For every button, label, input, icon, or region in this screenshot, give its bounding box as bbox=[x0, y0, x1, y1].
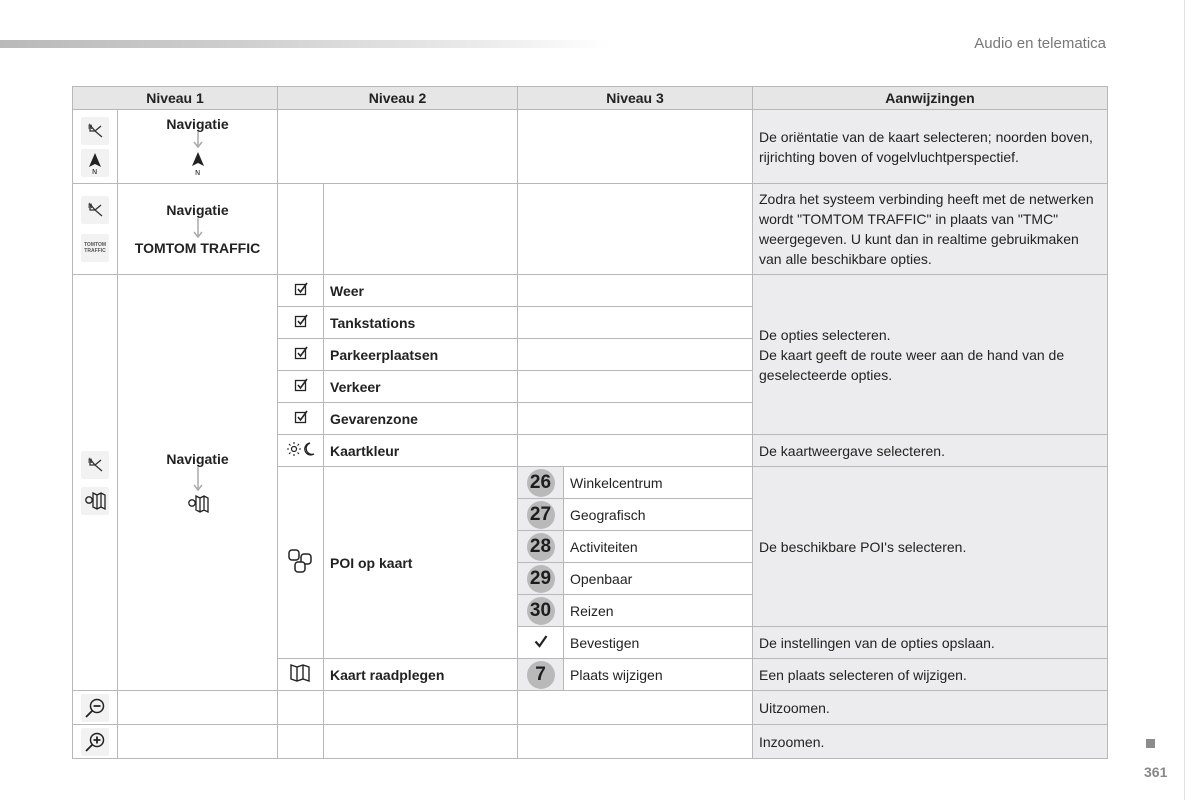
level3-cell bbox=[518, 371, 753, 403]
svg-text:N: N bbox=[194, 169, 200, 176]
table-row bbox=[73, 275, 1108, 307]
level1-cell bbox=[118, 110, 278, 184]
level1-cell bbox=[118, 691, 278, 725]
svg-text:N: N bbox=[88, 203, 93, 210]
level3-cell bbox=[518, 339, 753, 371]
level1-icons-cell bbox=[73, 184, 118, 275]
svg-text:N: N bbox=[92, 167, 98, 175]
kaart-raadplegen-label[interactable]: Kaart raadplegen bbox=[324, 659, 518, 691]
poi-number-badge: 7 bbox=[518, 659, 564, 691]
map-settings-icon bbox=[81, 487, 109, 515]
level3-cell bbox=[518, 275, 753, 307]
header-niveau-2: Niveau 2 bbox=[278, 87, 518, 110]
level3-cell bbox=[518, 184, 753, 275]
note-cell: Zodra het systeem verbinding heeft met de netwerken wordt "TOMTOM TRAFFIC" in plaats van "TMC" weergegeven. U kunt dan in realtime gebruikmaken van alle beschikbare opties. bbox=[753, 184, 1108, 275]
table-row bbox=[73, 110, 1108, 184]
poi-number-badge: 29 bbox=[518, 563, 564, 595]
level1-cell bbox=[118, 725, 278, 759]
level3-cell bbox=[518, 691, 753, 725]
table-row bbox=[73, 691, 1108, 725]
level3-cell bbox=[518, 725, 753, 759]
plaats-wijzigen-label[interactable]: Plaats wijzigen bbox=[564, 659, 753, 691]
level1-icons-cell bbox=[73, 275, 118, 691]
header-niveau-1: Niveau 1 bbox=[73, 87, 278, 110]
poi-number-badge: 28 bbox=[518, 531, 564, 563]
poi-item-activiteiten[interactable]: Activiteiten bbox=[564, 531, 753, 563]
note-cell: Inzoomen. bbox=[753, 725, 1108, 759]
arrow-down-icon bbox=[192, 132, 204, 150]
level3-cell bbox=[518, 403, 753, 435]
level1-icons-cell bbox=[73, 110, 118, 184]
level2-cell bbox=[278, 110, 518, 184]
day-night-icon[interactable] bbox=[278, 435, 324, 467]
note-cell: De oriëntatie van de kaart selecteren; noorden boven, rijrichting boven of vogelvluchtperspectief. bbox=[753, 110, 1108, 184]
note-cell: De instellingen van de opties opslaan. bbox=[753, 627, 1108, 659]
level1-label: Navigatie bbox=[166, 202, 229, 218]
level2-icon-cell bbox=[278, 691, 324, 725]
level1-sublabel: TOMTOM TRAFFIC bbox=[134, 240, 261, 256]
header-aanwijzingen: Aanwijzingen bbox=[753, 87, 1108, 110]
table-row bbox=[73, 184, 1108, 275]
map-settings-icon bbox=[185, 493, 211, 515]
poi-number-badge: 27 bbox=[518, 499, 564, 531]
level1-label: Navigatie bbox=[166, 450, 229, 467]
level2-cell bbox=[324, 691, 518, 725]
arrow-down-icon bbox=[192, 467, 204, 493]
page-marker bbox=[1146, 739, 1155, 748]
kaartkleur-label[interactable]: Kaartkleur bbox=[324, 435, 518, 467]
svg-text:N: N bbox=[88, 457, 93, 465]
level2-icon-cell bbox=[278, 725, 324, 759]
svg-text:N: N bbox=[88, 123, 93, 131]
level2-icon-cell bbox=[278, 184, 324, 275]
confirm-label[interactable]: Bevestigen bbox=[564, 627, 753, 659]
level1-cell bbox=[118, 275, 278, 691]
level3-cell bbox=[518, 110, 753, 184]
level2-cell bbox=[324, 184, 518, 275]
option-tankstations[interactable]: Tankstations bbox=[324, 307, 518, 339]
level1-label: Navigatie bbox=[166, 116, 229, 132]
level3-cell bbox=[518, 307, 753, 339]
section-title: Audio en telematica bbox=[974, 35, 1106, 52]
checkbox-icon[interactable] bbox=[278, 339, 324, 371]
north-arrow-icon bbox=[81, 149, 109, 177]
checkbox-icon[interactable] bbox=[278, 275, 324, 307]
arrow-down-icon bbox=[192, 218, 204, 240]
poi-item-geografisch[interactable]: Geografisch bbox=[564, 499, 753, 531]
option-weer[interactable]: Weer bbox=[324, 275, 518, 307]
level2-cell bbox=[324, 725, 518, 759]
options-note-cell: De opties selecteren. De kaart geeft de route weer aan de hand van de geselecteerde opties. bbox=[753, 275, 1108, 435]
table-header-row bbox=[73, 87, 1108, 110]
option-gevarenzone[interactable]: Gevarenzone bbox=[324, 403, 518, 435]
poi-item-openbaar[interactable]: Openbaar bbox=[564, 563, 753, 595]
table-row bbox=[73, 725, 1108, 759]
zoom-in-icon[interactable] bbox=[73, 725, 118, 759]
note-cell: De kaartweergave selecteren. bbox=[753, 435, 1108, 467]
poi-item-reizen[interactable]: Reizen bbox=[564, 595, 753, 627]
level1-cell bbox=[118, 184, 278, 275]
poi-item-winkelcentrum[interactable]: Winkelcentrum bbox=[564, 467, 753, 499]
poi-number-badge: 26 bbox=[518, 467, 564, 499]
page-edge-line bbox=[1184, 0, 1185, 800]
option-verkeer[interactable]: Verkeer bbox=[324, 371, 518, 403]
note-cell: Een plaats selecteren of wijzigen. bbox=[753, 659, 1108, 691]
checkmark-icon[interactable] bbox=[518, 627, 564, 659]
header-decoration-bar bbox=[0, 40, 610, 48]
checkbox-icon[interactable] bbox=[278, 307, 324, 339]
option-parkeerplaatsen[interactable]: Parkeerplaatsen bbox=[324, 339, 518, 371]
note-cell: Uitzoomen. bbox=[753, 691, 1108, 725]
poi-icon[interactable] bbox=[278, 467, 324, 659]
tomtom-traffic-icon: TOMTOM TRAFFIC bbox=[81, 234, 109, 262]
zoom-out-icon[interactable] bbox=[73, 691, 118, 725]
poi-number-badge: 30 bbox=[518, 595, 564, 627]
compass-rose-icon bbox=[81, 196, 109, 224]
compass-rose-icon bbox=[81, 451, 109, 479]
checkbox-icon[interactable] bbox=[278, 403, 324, 435]
level3-cell bbox=[518, 435, 753, 467]
page-number: 361 bbox=[1144, 764, 1168, 780]
north-arrow-icon bbox=[189, 150, 207, 176]
menu-table bbox=[72, 86, 1108, 759]
header-niveau-3: Niveau 3 bbox=[518, 87, 753, 110]
map-book-icon[interactable] bbox=[278, 659, 324, 691]
poi-label[interactable]: POI op kaart bbox=[324, 467, 518, 659]
checkbox-icon[interactable] bbox=[278, 371, 324, 403]
poi-note-cell: De beschikbare POI's selecteren. bbox=[753, 467, 1108, 627]
compass-rose-icon bbox=[81, 117, 109, 145]
